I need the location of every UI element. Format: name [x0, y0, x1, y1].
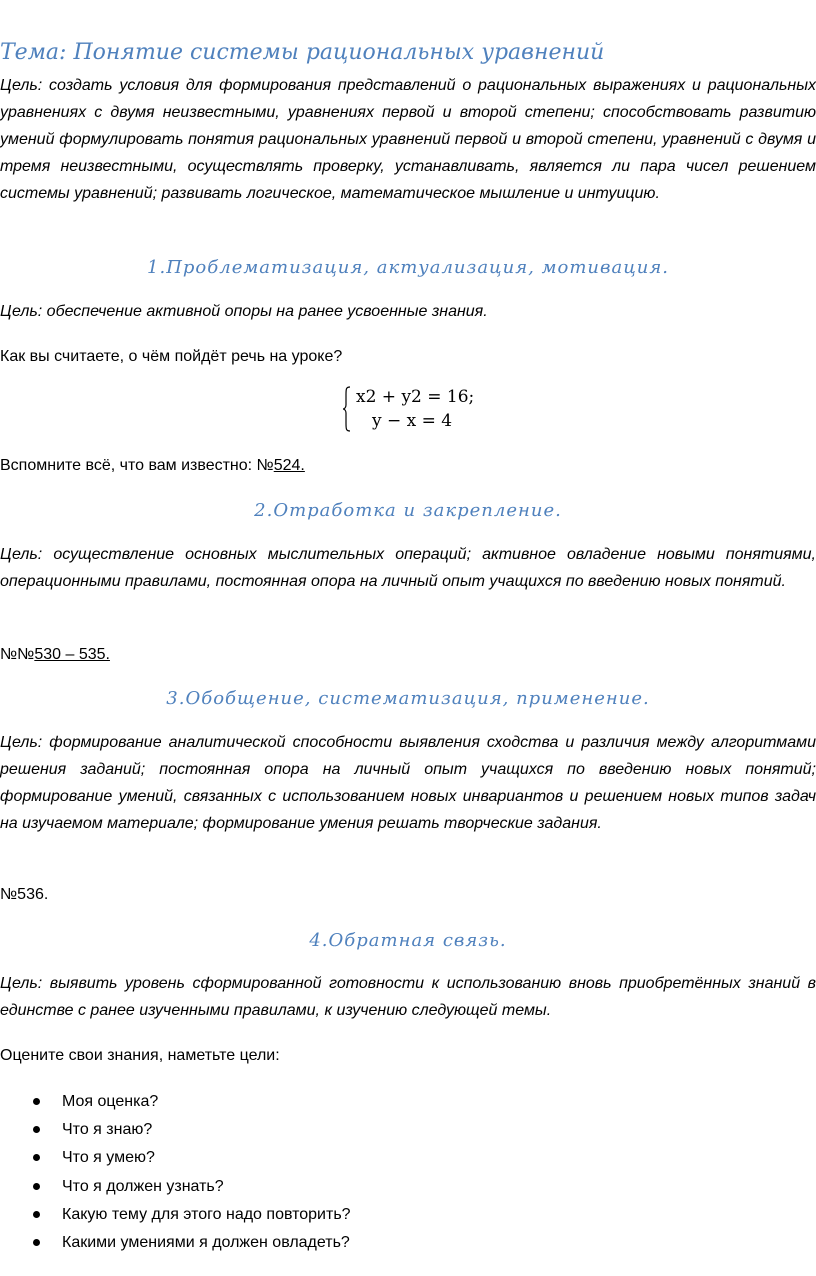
- bullet-icon: [33, 1154, 40, 1161]
- bullet-icon: [33, 1098, 40, 1105]
- list-item: Какими умениями я должен овладеть?: [0, 1229, 816, 1257]
- section-2-task-prefix: №№: [0, 646, 35, 663]
- section-3-heading: 3.Обобщение, систематизация, применение.: [166, 688, 650, 709]
- list-item: Что я знаю?: [0, 1116, 816, 1144]
- list-item: Какую тему для этого надо повторить?: [0, 1201, 816, 1229]
- system-brace-icon: [342, 385, 352, 433]
- topic-title: Тема: Понятие системы рациональных уравнений: [0, 40, 605, 65]
- bullet-icon: [33, 1239, 40, 1246]
- section-1-question: Как вы считаете, о чём пойдёт речь на уроке?: [0, 348, 343, 365]
- lesson-goal: Цель: создать условия для формирования представлений о рациональных выражениях и рациональных уравнениях с двумя неизвестными, уравнениях первой и второй степени; способствовать развитию умений формулировать понятия рациональных уравнений первой и второй степени, уравнений с двумя и тремя неизвестными, осуществлять проверку, устанавливать, является ли пара чисел решением системы уравнений; развивать логическое, математическое мышление и интуицию.: [0, 77, 816, 202]
- section-1-task-prefix: Вспомните всё, что вам известно: №: [0, 457, 274, 474]
- list-item: Что я умею?: [0, 1144, 816, 1172]
- section-1-heading: 1.Проблематизация, актуализация, мотивация.: [147, 257, 669, 278]
- section-2-task-number: 530 – 535.: [34, 646, 110, 663]
- section-2-goal: Цель: осуществление основных мыслительных операций; активное овладение новыми понятиями, операционными правилами, постоянная опора на личный опыт учащихся по введению новых понятий.: [0, 546, 816, 590]
- bullet-icon: [33, 1183, 40, 1190]
- bullet-icon: [33, 1211, 40, 1218]
- self-assessment-list: [0, 1088, 816, 1257]
- equation-2: y − x = 4: [372, 411, 453, 431]
- section-2-heading: 2.Отработка и закрепление.: [254, 500, 562, 521]
- equation-system: [342, 385, 502, 437]
- equation-1: x2 + y2 = 16;: [356, 387, 475, 407]
- section-4-heading: 4.Обратная связь.: [309, 930, 507, 951]
- section-3-task: №536.: [0, 886, 49, 903]
- bullet-icon: [33, 1126, 40, 1133]
- list-item: Моя оценка?: [0, 1088, 816, 1116]
- section-3-goal: Цель: формирование аналитической способности выявления сходства и различия между алгоритмами решения заданий; постоянная опора на личный опыт учащихся по введению новых понятий; формирование умений, связанных с использованием новых инвариантов и решением новых типов задач на изучаемом материале; формирование умения решать творческие задания.: [0, 734, 816, 832]
- section-1-task: [0, 452, 816, 479]
- section-4-prompt: Оцените свои знания, наметьте цели:: [0, 1047, 280, 1064]
- section-2-task: [0, 641, 816, 668]
- section-1-goal: Цель: обеспечение активной опоры на ранее усвоенные знания.: [0, 303, 488, 320]
- section-4-goal: Цель: выявить уровень сформированной готовности к использованию вновь приобретённых знаний в единстве с ранее изученными правилами, к изучению следующей темы.: [0, 975, 816, 1019]
- list-item: Что я должен узнать?: [0, 1173, 816, 1201]
- section-1-task-number: 524.: [273, 457, 305, 474]
